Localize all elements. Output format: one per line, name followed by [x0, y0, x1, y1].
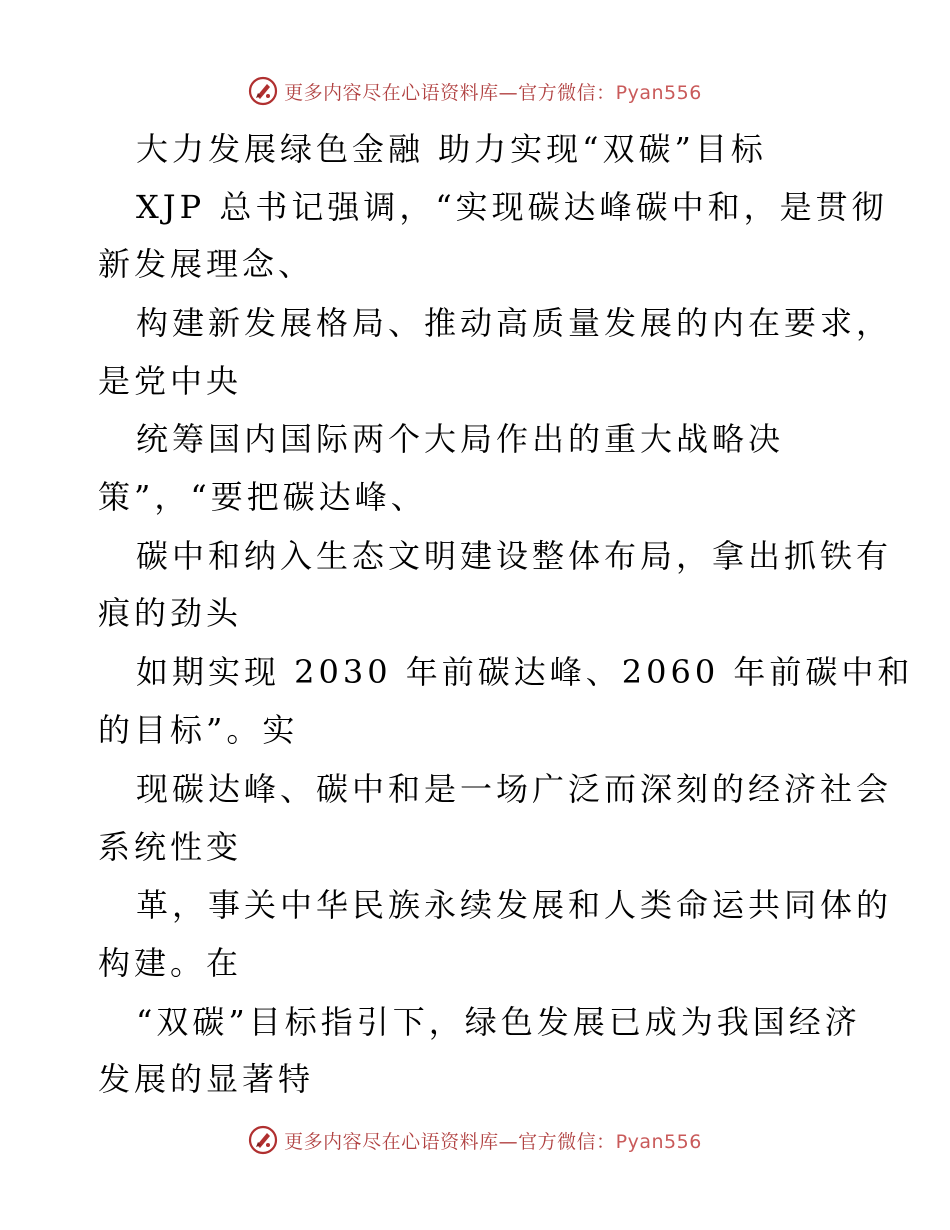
paragraph-line: 痕的劲头 [98, 594, 243, 632]
footer-banner [0, 1120, 950, 1160]
paragraph-line: 如期实现 2030 年前碳达峰、2060 年前碳中和 [136, 653, 914, 691]
paragraph-line: 新发展理念、 [98, 245, 315, 283]
paragraph-line: 构建新发展格局、推动高质量发展的内在要求， [136, 304, 893, 342]
paragraph-line: XJP 总书记强调，“实现碳达峰碳中和，是贯彻 [136, 188, 888, 226]
paragraph-line: 现碳达峰、碳中和是一场广泛而深刻的经济社会 [136, 770, 893, 808]
header-banner-text: 更多内容尽在心语资料库—官方微信：Pyan556 [284, 81, 702, 104]
document-title: 大力发展绿色金融 助力实现“双碳”目标 [136, 130, 767, 168]
paragraph-line: 发展的显著特 [98, 1060, 315, 1098]
header-banner [0, 71, 950, 111]
brand-logo-icon [248, 1125, 278, 1155]
paragraph-line: 系统性变 [98, 828, 243, 866]
paragraph-line: “双碳”目标指引下，绿色发展已成为我国经济 [136, 1003, 861, 1041]
paragraph-line: 是党中央 [98, 362, 243, 400]
footer-banner-text: 更多内容尽在心语资料库—官方微信：Pyan556 [284, 1130, 702, 1153]
brand-logo-icon [248, 76, 278, 106]
paragraph-line: 碳中和纳入生态文明建设整体布局，拿出抓铁有 [136, 537, 893, 575]
paragraph-line: 统筹国内国际两个大局作出的重大战略决 [136, 420, 785, 458]
paragraph-line: 的目标”。实 [98, 711, 299, 749]
paragraph-line: 构建。在 [98, 944, 243, 982]
paragraph-line: 革，事关中华民族永续发展和人类命运共同体的 [136, 886, 893, 924]
paragraph-line: 策”，“要把碳达峰、 [98, 478, 427, 516]
